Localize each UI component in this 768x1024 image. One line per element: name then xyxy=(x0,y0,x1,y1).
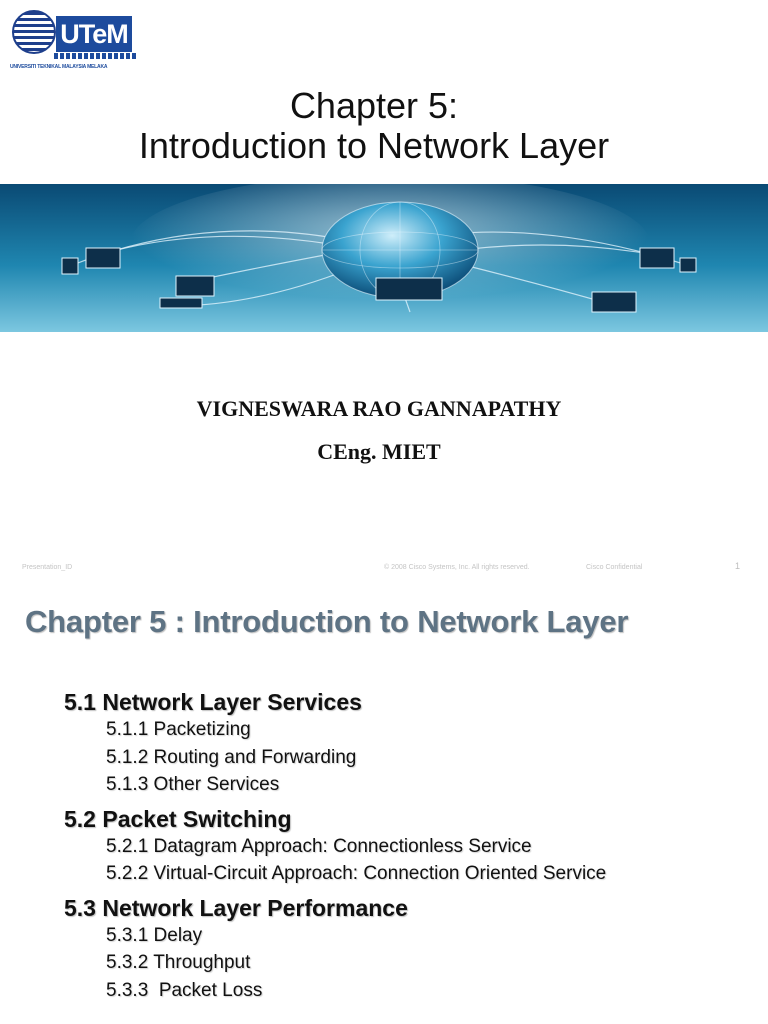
footer-copyright: © 2008 Cisco Systems, Inc. All rights reserved. xyxy=(384,564,530,571)
slide-title-line-1: Chapter 5: xyxy=(289,85,459,126)
outline-slide xyxy=(0,584,768,1024)
toc-subsection: 5.1.1 Packetizing xyxy=(106,719,251,740)
toc-subsection: 5.3.1 Delay xyxy=(106,924,203,946)
toc-section-heading: 5.2 Packet Switching xyxy=(64,805,292,832)
page-number: 1 xyxy=(734,561,740,571)
toc-section-heading: 5.1 Network Layer Services xyxy=(64,689,362,715)
author-credentials: CEng. MIET xyxy=(317,439,441,464)
toc-subsection: 5.2.2 Virtual-Circuit Approach: Connection Oriented Service xyxy=(106,863,607,884)
university-logo xyxy=(10,8,134,76)
toc-subsection: 5.2.1 Datagram Approach: Connectionless Service xyxy=(106,835,532,857)
toc-subsection: 5.1.3 Other Services xyxy=(106,774,280,795)
author-name: VIGNESWARA RAO GANNAPATHY xyxy=(196,396,562,421)
university-seal-icon xyxy=(12,10,56,54)
slide-title-line-2: Introduction to Network Layer xyxy=(138,125,610,166)
slide-title xyxy=(0,86,748,166)
logo-caption: UNIVERSITI TEKNIKAL MALAYSIA MELAKA xyxy=(10,64,108,70)
toc-section-heading: 5.3 Network Layer Performance xyxy=(64,894,408,921)
toc-subsection: 5.1.2 Routing and Forwarding xyxy=(106,746,357,768)
footer-confidential: Cisco Confidential xyxy=(586,564,643,571)
network-globe-banner xyxy=(0,184,768,332)
table-of-contents xyxy=(64,688,754,1004)
logo-jawi-script xyxy=(54,53,136,59)
footer-presentation-id: Presentation_ID xyxy=(22,564,73,571)
outline-title: Chapter 5 : Introduction to Network Layer xyxy=(25,604,629,639)
toc-subsection: 5.3.3 Packet Loss xyxy=(106,979,263,1001)
toc-subsection: 5.3.2 Throughput xyxy=(106,952,251,973)
logo-wordmark: UTeM xyxy=(56,16,132,52)
